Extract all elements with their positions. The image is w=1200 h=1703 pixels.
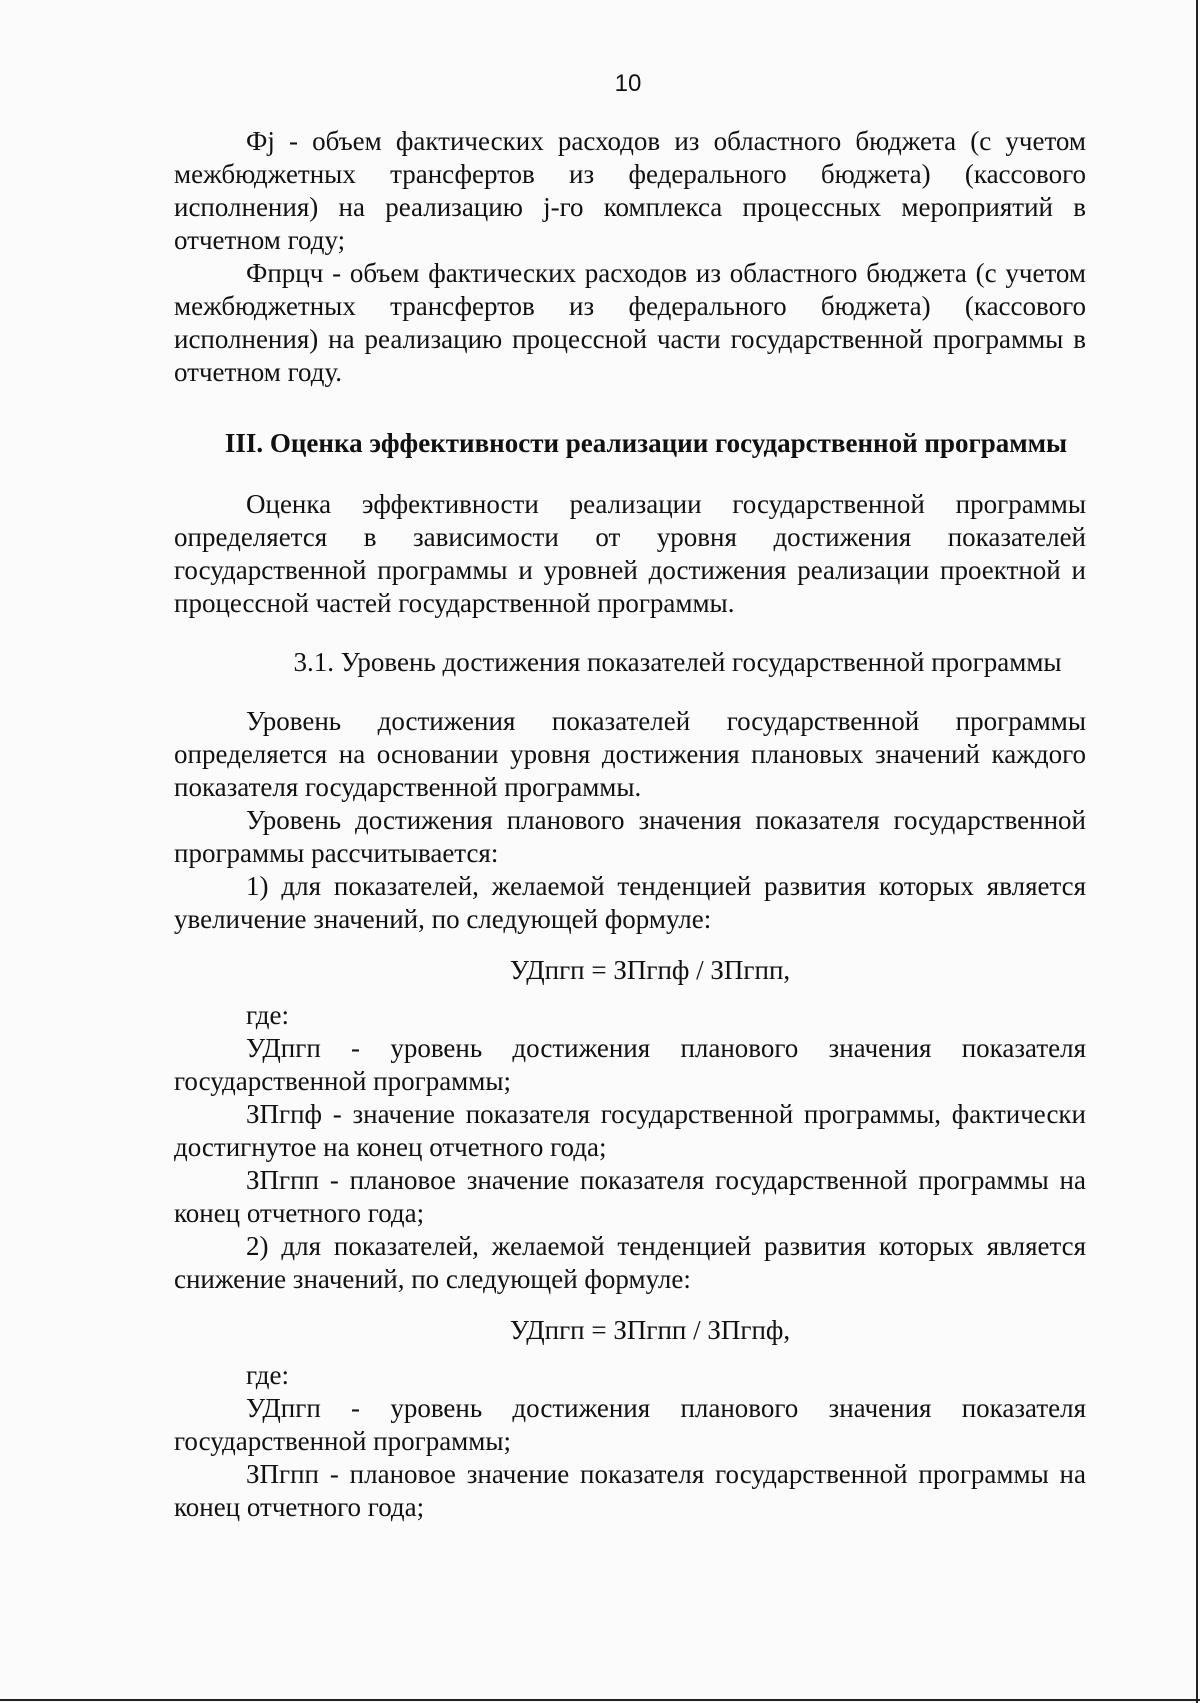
subsection-paragraph-1: Уровень достижения показателей государственной программы определяется на основании уровня достижения плановых значений каждого показателя государственной программы.: [174, 706, 1086, 802]
paragraph-fprch-definition: Фпрцч - объем фактических расходов из областного бюджета (с учетом межбюджетных трансфертов из федерального бюджета) (кассового исполнения) на реализацию процессной части государственной программы в отчетном году.: [174, 258, 1086, 387]
list-item-1: 1) для показателей, желаемой тенденцией развития которых является увеличение значений, по следующей формуле:: [174, 871, 1086, 934]
definition-udpgp-1: УДпгп - уровень достижения планового значения показателя государственной программы;: [174, 1033, 1086, 1096]
section-intro-paragraph: Оценка эффективности реализации государственной программы определяется в зависимости от уровня достижения показателей государственной программы и уровней достижения реализации проектной и процессной частей государственной программы.: [174, 489, 1086, 618]
subsection-heading: 3.1. Уровень достижения показателей государственной программы: [293, 647, 1062, 677]
definition-zpgpp-1: ЗПгпп - плановое значение показателя государственной программы на конец отчетного года;: [174, 1165, 1086, 1228]
scan-edge-bottom: [0, 1699, 1200, 1701]
definition-zpgpf-1: ЗПгпф - значение показателя государственной программы, фактически достигнутое на конец отчетного года;: [174, 1099, 1086, 1162]
where-label-2: где:: [246, 1360, 289, 1390]
formula-decrease: УДпгп = ЗПгпп / ЗПгпф,: [509, 1315, 791, 1345]
formula-increase: УДпгп = ЗПгпф / ЗПгпп,: [509, 955, 791, 985]
list-item-2: 2) для показателей, желаемой тенденцией развития которых является снижение значений, по следующей формуле:: [174, 1231, 1086, 1294]
document-body: [174, 125, 1086, 1524]
definition-udpgp-2: УДпгп - уровень достижения планового значения показателя государственной программы;: [174, 1393, 1086, 1456]
scan-edge-right: [1196, 0, 1198, 1703]
page-number: 10: [614, 70, 642, 97]
where-label-1: где:: [246, 1000, 289, 1030]
paragraph-fj-definition: Фj - объем фактических расходов из областного бюджета (с учетом межбюджетных трансфертов из федерального бюджета) (кассового исполнения) на реализацию j-го комплекса процессных мероприятий в отчетном году;: [174, 126, 1086, 255]
subsection-paragraph-2: Уровень достижения планового значения показателя государственной программы рассчитывается:: [174, 805, 1086, 868]
definition-zpgpp-2: ЗПгпп - плановое значение показателя государственной программы на конец отчетного года;: [174, 1459, 1086, 1522]
section-heading: III. Оценка эффективности реализации государственной программы: [224, 428, 1068, 458]
